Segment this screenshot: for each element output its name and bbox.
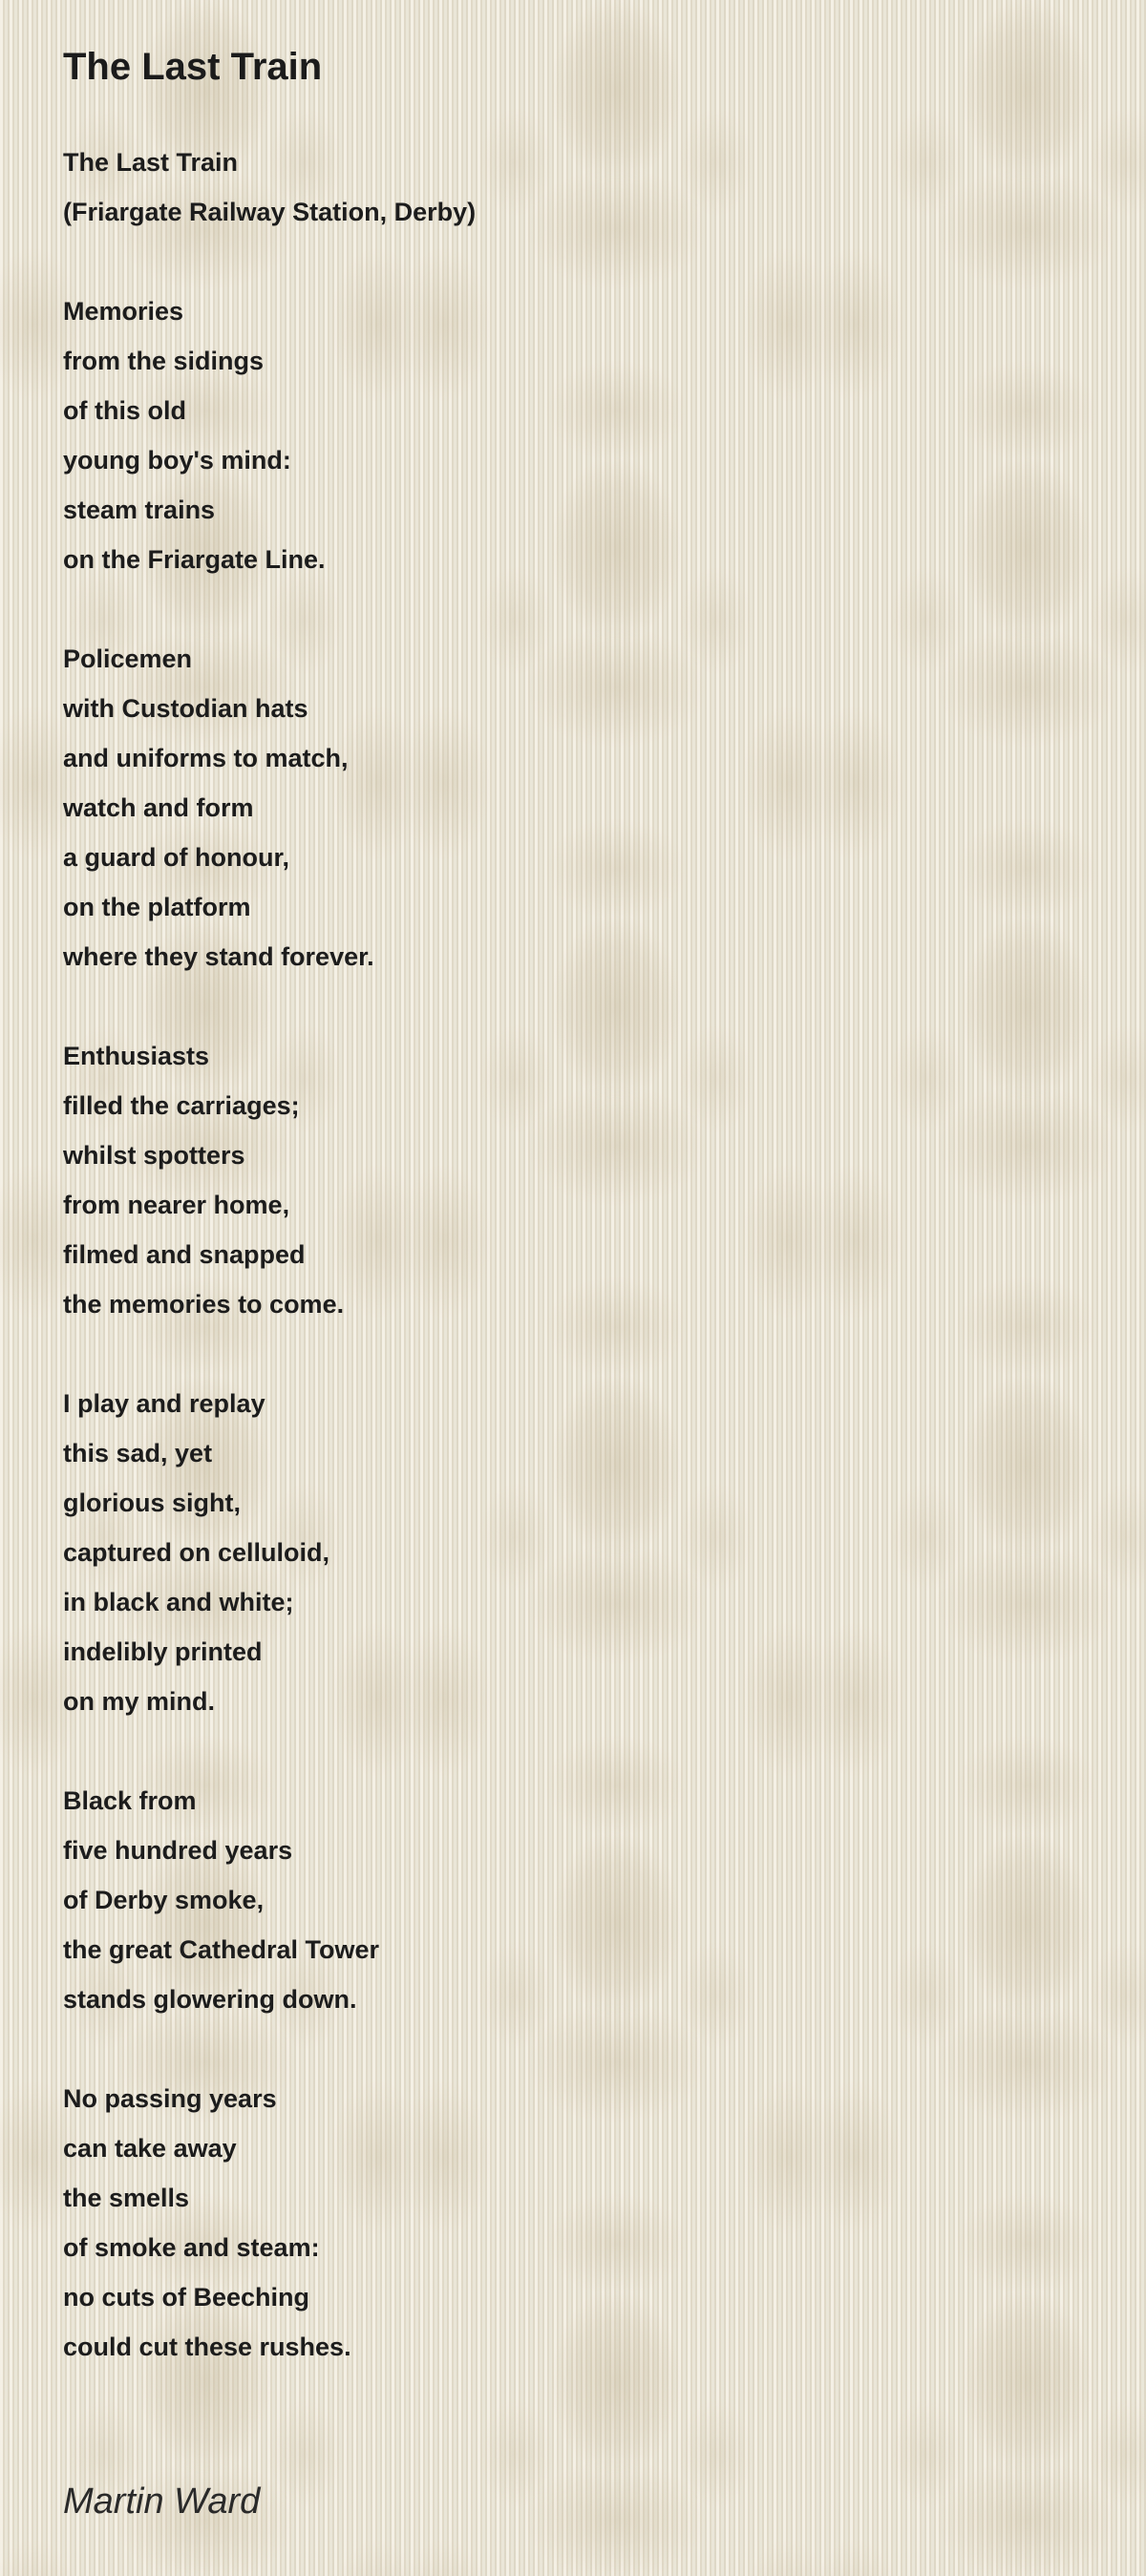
poem-line: No passing years: [63, 2084, 277, 2113]
poem-line: filmed and snapped: [63, 1240, 306, 1269]
poem-line: watch and form: [63, 793, 254, 822]
poem-line: of this old: [63, 396, 186, 425]
poem-stanza: [63, 1776, 1108, 2024]
poem-line: from nearer home,: [63, 1191, 290, 1219]
poem-line: captured on celluloid,: [63, 1538, 330, 1567]
poem-line: Enthusiasts: [63, 1042, 210, 1070]
poem-line: the smells: [63, 2184, 190, 2212]
poem-line: young boy's mind:: [63, 446, 291, 475]
poem-line: five hundred years: [63, 1836, 293, 1865]
poem-line: indelibly printed: [63, 1637, 263, 1666]
poem-line: and uniforms to match,: [63, 744, 349, 772]
poem-line: with Custodian hats: [63, 694, 308, 723]
poem-stanza: [63, 1379, 1108, 1726]
poem-subtitle: [63, 137, 1108, 237]
poem-title: The Last Train: [63, 46, 323, 88]
poem-line: stands glowering down.: [63, 1985, 357, 2014]
poem-line: Policemen: [63, 644, 193, 673]
poem-line: could cut these rushes.: [63, 2333, 351, 2361]
poem-line: the great Cathedral Tower: [63, 1935, 380, 1964]
poem-line: of Derby smoke,: [63, 1886, 265, 1914]
poem-line: whilst spotters: [63, 1141, 245, 1170]
poem-line: no cuts of Beeching: [63, 2283, 310, 2312]
poem-line: the memories to come.: [63, 1290, 345, 1319]
poem-line: where they stand forever.: [63, 942, 374, 971]
poem-line: can take away: [63, 2134, 237, 2163]
poem-line: I play and replay: [63, 1389, 265, 1418]
poem-line: on my mind.: [63, 1687, 216, 1716]
poem-stanza: [63, 634, 1108, 982]
poem-line: on the platform: [63, 893, 251, 921]
poem-author: Martin Ward: [63, 2481, 261, 2522]
poem-line: filled the carriages;: [63, 1091, 300, 1120]
poem-stanza: [63, 2074, 1108, 2372]
poem-line: from the sidings: [63, 347, 265, 375]
poem-subtitle-line: (Friargate Railway Station, Derby): [63, 198, 477, 226]
poem-line: Memories: [63, 297, 184, 326]
poem-line: Black from: [63, 1786, 197, 1815]
poem-line: in black and white;: [63, 1588, 294, 1616]
poem-stanza: [63, 286, 1108, 584]
poem-line: on the Friargate Line.: [63, 545, 326, 574]
poem-line: glorious sight,: [63, 1489, 241, 1517]
poem-subtitle-line: The Last Train: [63, 148, 239, 177]
poem-stanza: [63, 1031, 1108, 1329]
poem-line: this sad, yet: [63, 1439, 213, 1467]
poem-line: a guard of honour,: [63, 843, 289, 872]
poem-line: steam trains: [63, 496, 216, 524]
poem-line: of smoke and steam:: [63, 2233, 320, 2262]
poem-body: [63, 286, 1108, 2372]
